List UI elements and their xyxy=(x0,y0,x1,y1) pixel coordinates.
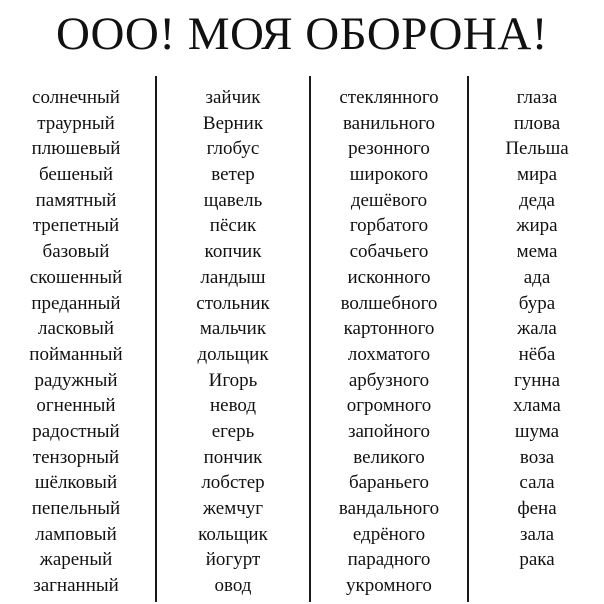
word-item: пёсик xyxy=(209,215,257,237)
word-item: дешёвого xyxy=(350,189,428,211)
word-item: тензорный xyxy=(32,446,120,468)
word-item: картонного xyxy=(343,318,435,340)
word-item: овод xyxy=(214,575,252,597)
word-item: невод xyxy=(209,395,257,417)
word-item: деда xyxy=(519,189,555,211)
word-item: ландыш xyxy=(200,266,266,288)
word-item: лохматого xyxy=(347,343,431,365)
word-item: резонного xyxy=(348,138,430,160)
word-item: едрёного xyxy=(352,523,426,545)
word-item: ласковый xyxy=(37,318,115,340)
word-item: плюшевый xyxy=(31,138,121,160)
word-item: траурный xyxy=(37,112,115,134)
word-item: глобус xyxy=(206,138,260,160)
word-item: плова xyxy=(513,112,561,134)
word-item: мира xyxy=(516,164,558,186)
word-item: пончик xyxy=(203,446,263,468)
word-item: мема xyxy=(516,241,558,263)
word-item: памятный xyxy=(35,189,117,211)
word-item: ламповый xyxy=(35,523,117,545)
word-item: огромного xyxy=(346,395,432,417)
word-item: пепельный xyxy=(31,498,121,519)
word-item: солнечный xyxy=(32,87,120,108)
genitive-adjective-column xyxy=(312,85,466,599)
word-item: ванильного xyxy=(342,112,436,134)
word-item: копчик xyxy=(204,241,262,263)
word-item: жареный xyxy=(39,549,113,571)
word-item: мальчик xyxy=(199,318,267,340)
word-item: лобстер xyxy=(201,472,265,494)
word-item: волшебного xyxy=(340,292,438,314)
word-item: горбатого xyxy=(349,215,429,237)
word-item: жемчуг xyxy=(202,498,264,519)
word-item: трепетный xyxy=(32,215,120,237)
word-item: стольник xyxy=(196,292,270,314)
noun-column xyxy=(158,85,308,599)
word-item: собачьего xyxy=(349,241,429,263)
word-item: дольщик xyxy=(197,343,269,365)
word-item: шёлковый xyxy=(34,472,118,494)
word-item: рака xyxy=(519,549,555,571)
page-title: ООО! МОЯ ОБОРОНА! xyxy=(56,8,548,60)
word-item: радужный xyxy=(34,369,118,391)
word-item: Верник xyxy=(202,112,264,134)
word-item: загнанный xyxy=(33,575,119,597)
word-item: егерь xyxy=(211,420,255,442)
word-item: ветер xyxy=(211,164,255,186)
column-divider xyxy=(467,76,469,602)
word-item: Пельша xyxy=(505,138,569,160)
word-item: бура xyxy=(518,292,556,314)
genitive-noun-column xyxy=(470,85,604,573)
word-item: йогурт xyxy=(205,549,261,571)
word-item: скошенный xyxy=(29,266,123,288)
word-item: зала xyxy=(519,523,555,545)
word-item: радостный xyxy=(32,420,120,442)
word-item: воза xyxy=(519,446,555,468)
word-item: хлама xyxy=(513,395,561,417)
word-item: жира xyxy=(516,215,558,237)
word-item: бешеный xyxy=(38,164,113,186)
word-item: исконного xyxy=(347,266,431,288)
word-item: зайчик xyxy=(205,87,261,108)
word-item: фена xyxy=(517,498,557,519)
word-item: Игорь xyxy=(208,369,258,391)
word-item: широкого xyxy=(349,164,429,186)
word-item: кольщик xyxy=(198,523,268,545)
word-item: укромного xyxy=(346,575,432,597)
word-item: жала xyxy=(517,318,557,340)
word-item: великого xyxy=(353,446,425,468)
column-divider xyxy=(309,76,311,602)
word-item: сала xyxy=(519,472,555,494)
word-item: огненный xyxy=(36,395,116,417)
word-item: бараньего xyxy=(348,472,430,494)
word-item: вандального xyxy=(338,498,440,519)
word-item: шума xyxy=(514,420,560,442)
word-item: щавель xyxy=(203,189,263,211)
word-item: пойманный xyxy=(29,343,123,365)
word-item: глаза xyxy=(516,87,558,108)
word-item: нёба xyxy=(518,343,556,365)
column-divider xyxy=(155,76,157,602)
adjective-column xyxy=(0,85,152,599)
word-item: арбузного xyxy=(348,369,430,391)
word-item: преданный xyxy=(31,292,121,314)
word-item: ада xyxy=(523,266,551,288)
word-item: стеклянного xyxy=(339,87,439,108)
word-item: запойного xyxy=(347,420,430,442)
word-item: базовый xyxy=(42,241,110,263)
word-item: парадного xyxy=(347,549,431,571)
word-item: гунна xyxy=(513,369,561,391)
